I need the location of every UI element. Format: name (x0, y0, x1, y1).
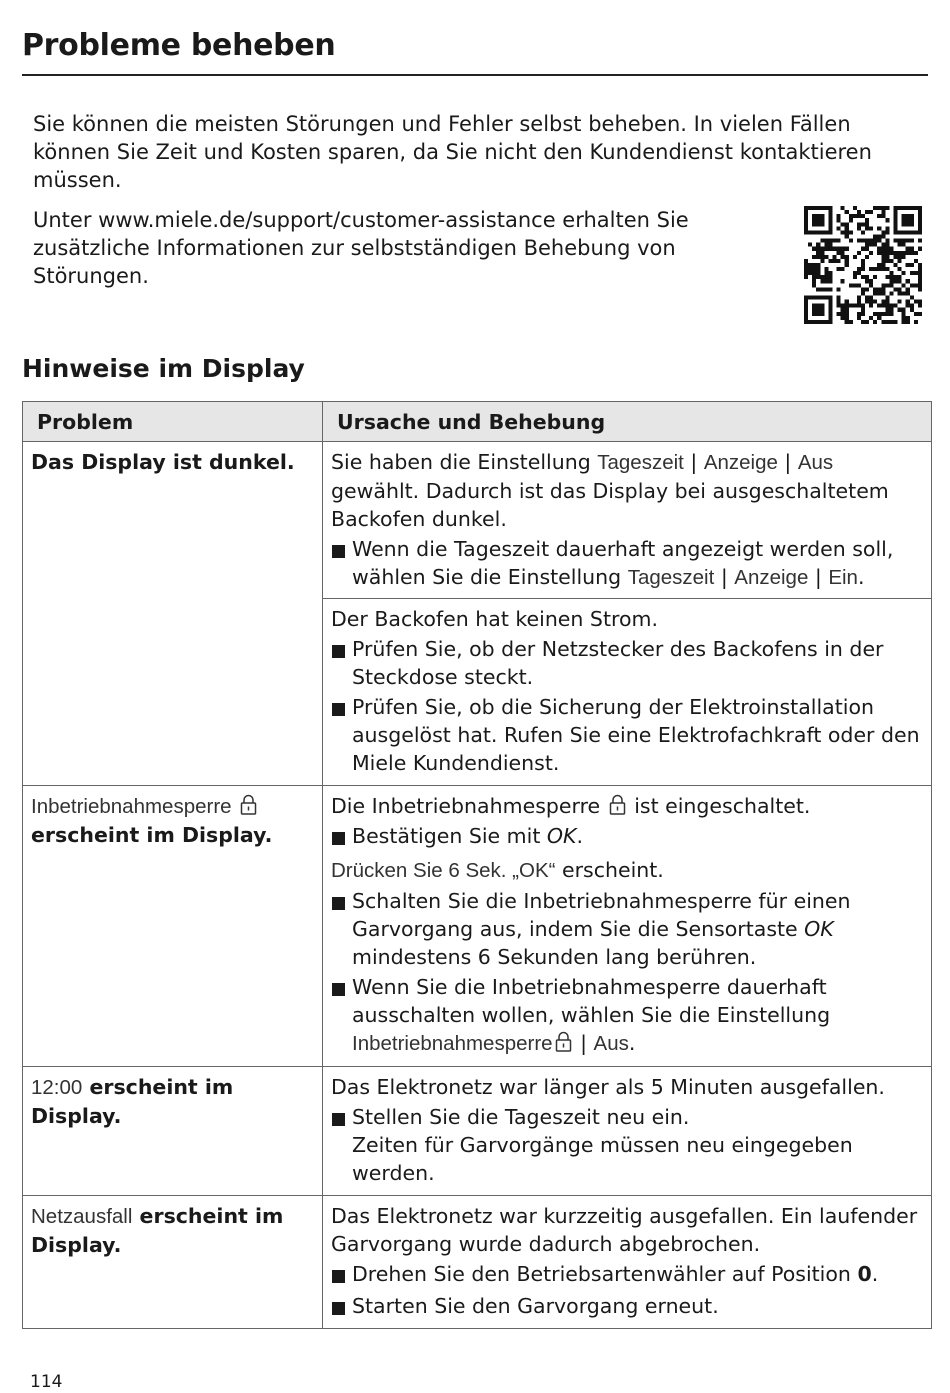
text: Bestätigen Sie mit (352, 824, 547, 848)
table-row (23, 786, 932, 1067)
text: Prüfen Sie, ob der Netzstecker des Backofens in der Steckdose steckt. (352, 637, 884, 689)
text: Wenn die Tageszeit dauerhaft angezeigt werden soll, wählen Sie die Einstellung (352, 537, 894, 589)
header-problem: Problem (23, 402, 323, 442)
cause-cell (323, 599, 932, 786)
intro-paragraph-1: Sie können die meisten Störungen und Fehler selbst beheben. In vielen Fällen können Sie Zeit und Kosten sparen, da Sie nicht den Kundendienst kontaktieren müssen. (33, 112, 872, 192)
list-item (331, 1292, 923, 1320)
cause-text (331, 856, 923, 885)
problem-text: erscheint im Display. (31, 1075, 234, 1128)
key-label: OK (546, 824, 577, 848)
position-value: 0 (857, 1262, 872, 1286)
display-text: 12:00 (31, 1076, 83, 1099)
table-header-row (23, 402, 932, 442)
problem-text: erscheint im Display. (31, 1204, 284, 1257)
bullet-icon (332, 645, 345, 658)
bullet-icon (332, 1270, 345, 1283)
title-divider (22, 74, 928, 76)
cause-text: Das Elektronetz war kurzzeitig ausgefallen. Ein laufender Garvorgang wurde dadurch abgebrochen. (331, 1204, 918, 1256)
list-item (331, 822, 923, 850)
cause-cell (323, 786, 932, 1067)
list-item (331, 535, 923, 592)
display-text: Tageszeit (597, 451, 684, 474)
bullet-icon (332, 703, 345, 716)
lock-icon (555, 1031, 572, 1053)
text: Sie haben die Einstellung (331, 450, 598, 474)
display-text: Aus (797, 451, 834, 474)
list-item (331, 635, 923, 691)
problem-cell (23, 1196, 323, 1329)
text: Die Inbetriebnahmesperre (331, 794, 607, 818)
troubleshooting-table (22, 401, 932, 1329)
display-text: Drücken Sie 6 Sek. „OK“ (331, 859, 556, 882)
bullet-icon (332, 983, 345, 996)
problem-text: erscheint im Display. (31, 823, 273, 847)
section-title: Hinweise im Display (22, 354, 305, 383)
key-label: OK (804, 917, 834, 941)
list-item (331, 1103, 923, 1131)
qr-code[interactable] (804, 206, 922, 324)
lock-icon (240, 794, 257, 816)
cause-cell (323, 1067, 932, 1196)
text: Prüfen Sie, ob die Sicherung der Elektroinstallation ausgelöst hat. Rufen Sie eine Elektrofachkraft oder den Miele Kundendienst. (352, 695, 920, 775)
text: . (871, 1262, 879, 1286)
text: Schalten Sie die Inbetriebnahmesperre für einen Garvorgang aus, indem Sie die Sensortaste (352, 889, 851, 941)
display-text: Tageszeit (627, 566, 715, 589)
bullet-icon (332, 1302, 345, 1315)
list-item (331, 693, 923, 777)
page-number: 114 (30, 1372, 63, 1392)
text: Stellen Sie die Tageszeit neu ein. (352, 1105, 690, 1129)
text: erscheint. (555, 858, 664, 882)
table-row (23, 1067, 932, 1196)
bullet-icon (332, 1113, 345, 1126)
list-item (331, 973, 923, 1058)
cause-text (331, 448, 923, 533)
display-text: Anzeige (734, 566, 809, 589)
separator: | (808, 565, 829, 589)
problem-text: Das Display ist dunkel. (31, 450, 295, 474)
list-continuation: Zeiten für Garvorgänge müssen neu eingegeben werden. (352, 1133, 853, 1185)
bullet-icon (332, 897, 345, 910)
text: . (576, 824, 584, 848)
display-text: Anzeige (703, 451, 778, 474)
display-text: Inbetriebnahmesperre (31, 795, 232, 818)
display-text: Inbetriebnahmesperre (352, 1032, 553, 1055)
text: Drehen Sie den Betriebsartenwähler auf Position (352, 1262, 858, 1286)
separator: | (777, 450, 798, 474)
header-cause: Ursache und Behebung (323, 402, 932, 442)
table-row (23, 1196, 932, 1329)
text: Starten Sie den Garvorgang erneut. (352, 1294, 719, 1318)
problem-cell (23, 1067, 323, 1196)
text: Wenn Sie die Inbetriebnahmesperre dauerhaft ausschalten wollen, wählen Sie die Einstellung (352, 975, 831, 1027)
intro-paragraph-2: Unter www.miele.de/support/customer-assistance erhalten Sie zusätzliche Informationen zur selbstständigen Behebung von Störungen. (33, 208, 689, 288)
display-text: Ein (828, 566, 858, 589)
separator: | (573, 1031, 594, 1055)
list-item (331, 887, 923, 971)
page-title: Probleme beheben (22, 28, 336, 63)
text: ist eingeschaltet. (627, 794, 811, 818)
lock-icon (609, 794, 626, 816)
problem-cell (23, 786, 323, 1067)
separator: | (714, 565, 735, 589)
display-text: Netzausfall (31, 1205, 133, 1228)
cause-cell (323, 442, 932, 599)
text: gewählt. Dadurch ist das Display bei ausgeschaltetem Backofen dunkel. (331, 479, 889, 531)
text: . (628, 1031, 636, 1055)
text: . (857, 565, 865, 589)
text: mindestens 6 Sekunden lang berühren. (352, 945, 757, 969)
cause-cell (323, 1196, 932, 1329)
table-row (23, 442, 932, 599)
bullet-icon (332, 832, 345, 845)
list-item (331, 1260, 923, 1288)
cause-text (331, 792, 923, 820)
problem-cell (23, 442, 323, 786)
display-text: Aus (593, 1032, 629, 1055)
separator: | (683, 450, 704, 474)
cause-text: Das Elektronetz war länger als 5 Minuten ausgefallen. (331, 1075, 885, 1099)
bullet-icon (332, 545, 345, 558)
cause-text: Der Backofen hat keinen Strom. (331, 607, 658, 631)
